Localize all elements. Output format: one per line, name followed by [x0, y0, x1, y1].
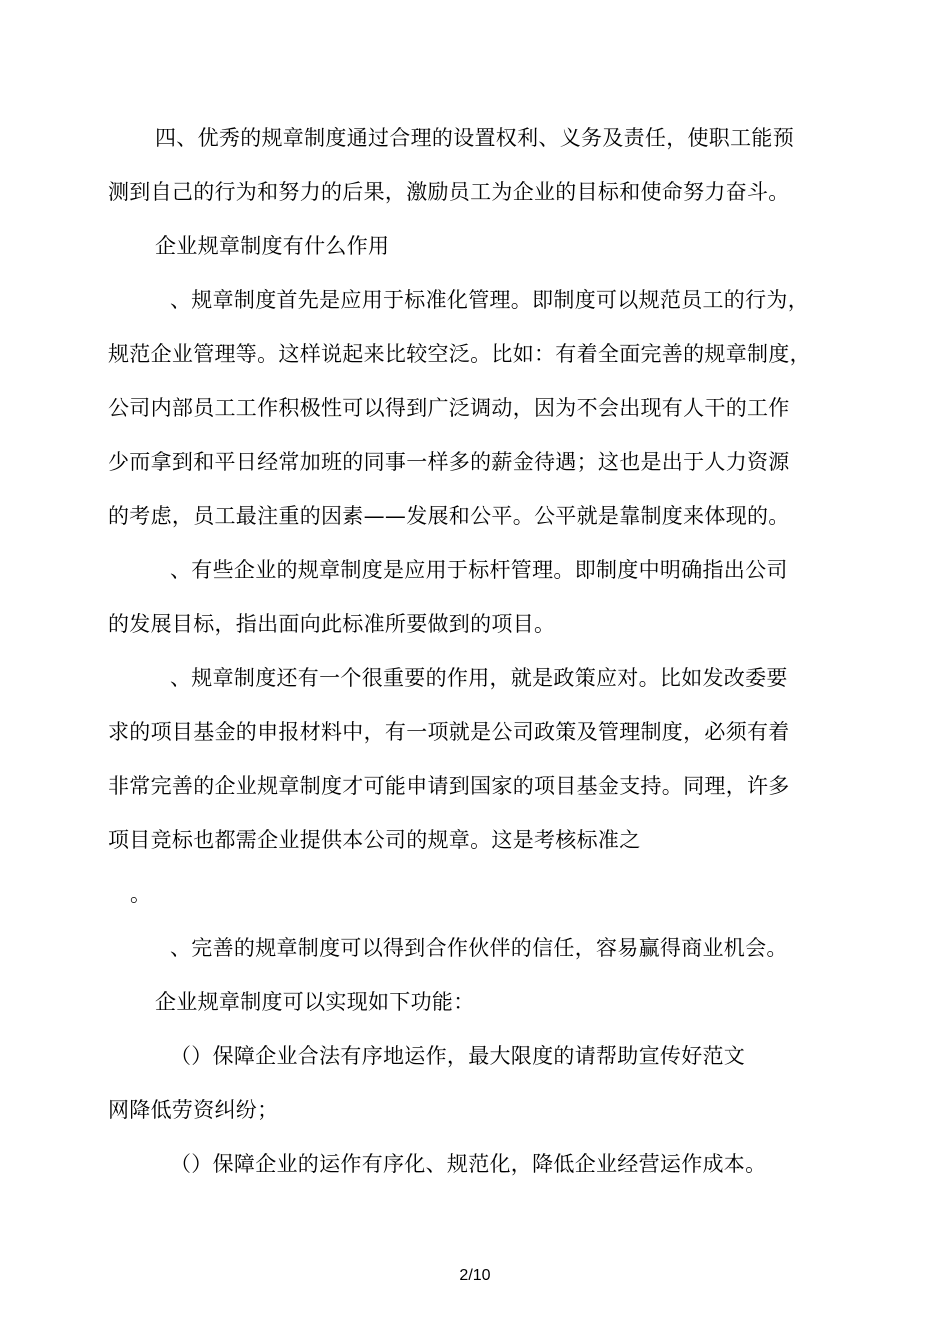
text-line: 的考虑，员工最注重的因素——发展和公平。公平就是靠制度来体现的。 [108, 504, 790, 528]
text-line: （）保障企业合法有序地运作，最大限度的请帮助宣传好范文 [170, 1044, 746, 1068]
text-line: 的发展目标，指出面向此标准所要做到的项目。 [108, 612, 556, 636]
text-line: 网降低劳资纠纷； [108, 1098, 279, 1122]
text-line: 非常完善的企业规章制度才可能申请到国家的项目基金支持。同理，许多 [108, 774, 790, 798]
text-line: 规范企业管理等。这样说起来比较空泛。比如：有着全面完善的规章制度， [108, 342, 811, 366]
text-line: 、规章制度首先是应用于标准化管理。即制度可以规范员工的行为， [170, 288, 809, 312]
section-heading: 企业规章制度可以实现如下功能： [155, 990, 475, 1014]
text-line: 四、优秀的规章制度通过合理的设置权利、义务及责任，使职工能预 [155, 126, 794, 150]
text-line: 、完善的规章制度可以得到合作伙伴的信任，容易赢得商业机会。 [170, 936, 788, 960]
text-line: 、有些企业的规章制度是应用于标杆管理。即制度中明确指出公司 [170, 558, 788, 582]
text-line: 少而拿到和平日经常加班的同事一样多的薪金待遇；这也是出于人力资源 [108, 450, 790, 474]
text-line: 求的项目基金的申报材料中，有一项就是公司政策及管理制度，必须有着 [108, 720, 790, 744]
page-number: 2/10 [459, 1267, 491, 1284]
text-line: 项目竞标也都需企业提供本公司的规章。这是考核标准之 [108, 828, 641, 852]
text-line: 测到自己的行为和努力的后果，激励员工为企业的目标和使命努力奋斗。 [108, 180, 790, 204]
text-line: （）保障企业的运作有序化、规范化，降低企业经营运作成本。 [170, 1152, 767, 1176]
section-heading: 企业规章制度有什么作用 [155, 234, 390, 258]
text-line: 。 [130, 882, 152, 906]
text-line: 、规章制度还有一个很重要的作用，就是政策应对。比如发改委要 [170, 666, 788, 690]
text-line: 公司内部员工工作积极性可以得到广泛调动，因为不会出现有人干的工作 [108, 396, 790, 420]
